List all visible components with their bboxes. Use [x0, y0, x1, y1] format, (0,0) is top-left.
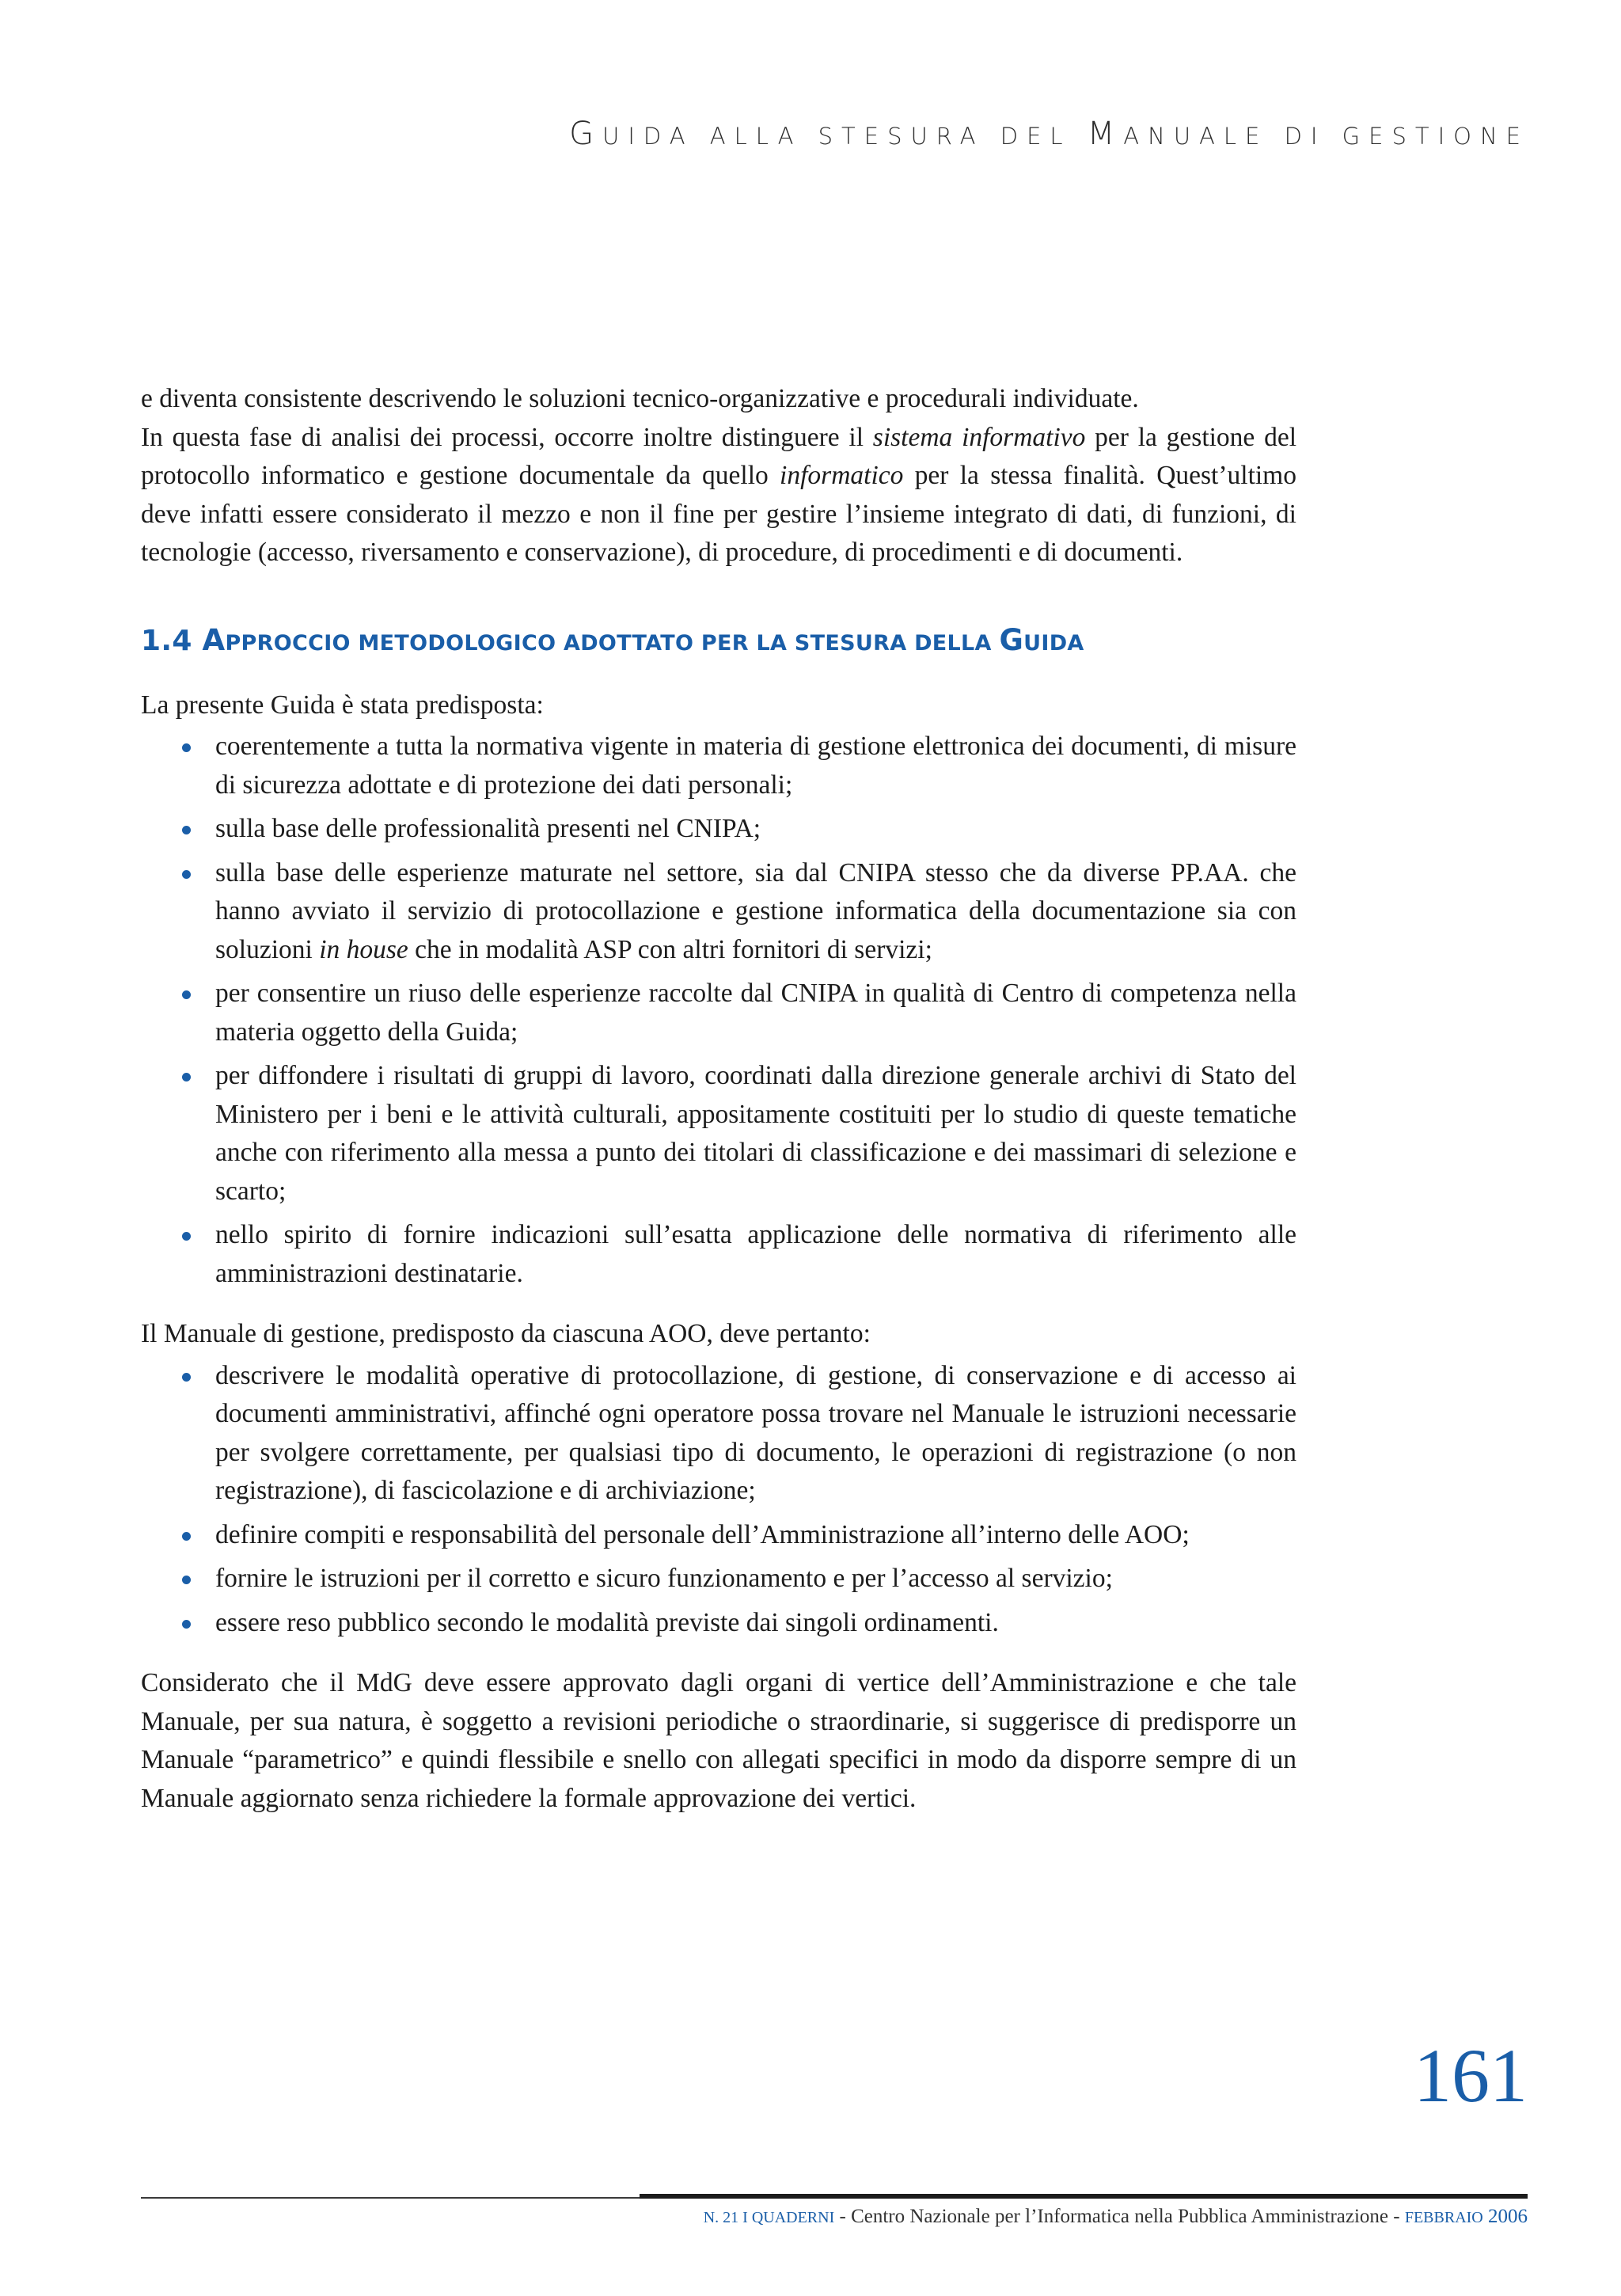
- section-heading: 1.4 APPROCCIO METODOLOGICO ADOTTATO PER LA STESURA DELLA GUIDA: [141, 622, 1084, 657]
- list-item: fornire le istruzioni per il corretto e sicuro funzionamento e per l’accesso al servizio;: [141, 1560, 1296, 1598]
- bullet-icon: [182, 990, 191, 999]
- bullet-icon: [182, 1532, 191, 1541]
- bullet-icon: [182, 1232, 191, 1241]
- manual-intro: Il Manuale di gestione, predisposto da ciascuna AOO, deve pertanto:: [141, 1319, 871, 1348]
- bullet-icon: [182, 1373, 191, 1382]
- footer-divider: [141, 2197, 640, 2199]
- footer-year: 2006: [1482, 2206, 1528, 2227]
- list-item: essere reso pubblico secondo le modalità previste dai singoli ordinamenti.: [141, 1604, 1296, 1643]
- analysis-paragraph: In questa fase di analisi dei processi, occorre inoltre distinguere il sistema informativo per la gestione del protocollo informatico e gestione documentale da quello informatico per la stessa finalità. Quest’ultimo deve infatti essere considerato il mezzo e non il fine per gestire l’insieme integrato di dati, di funzioni, di tecnologie (accesso, riversamento e conservazione), di procedure, di procedimenti e di documenti.: [141, 422, 1296, 567]
- emphasis-informatico: informatico: [780, 461, 904, 490]
- bullet-icon: [182, 1073, 191, 1081]
- footer-publisher: - Centro Nazionale per l’Informatica nella Pubblica Amministrazione -: [834, 2206, 1405, 2227]
- list-item: sulla base delle professionalità presenti nel CNIPA;: [141, 810, 1296, 849]
- intro-paragraph: e diventa consistente descrivendo le soluzioni tecnico-organizzative e procedurali individuate.: [141, 384, 1139, 413]
- list-item: sulla base delle esperienze maturate nel settore, sia dal CNIPA stesso che da diverse PP.AA. che hanno avviato il servizio di protocollazione e gestione informatica della documentazione sia con soluzioni in house che in modalità ASP con altri fornitori di servizi;: [141, 854, 1296, 970]
- footer-series: QUADERNI: [751, 2209, 835, 2226]
- footer-divider-bold: [640, 2194, 1528, 2199]
- list-item: per diffondere i risultati di gruppi di lavoro, coordinati dalla direzione generale archivi di Stato del Ministero per i beni e le attività culturali, appositamente costituiti per lo studio di queste tematiche anche con riferimento alla messa a punto dei titolari di classificazione e dei massimari di selezione e scarto;: [141, 1057, 1296, 1211]
- list-item: descrivere le modalità operative di protocollazione, di gestione, di conservazione e di accesso ai documenti amministrativi, affinché ogni operatore possa trovare nel Manuale le istruzioni necessarie per svolgere correttamente, per qualsiasi tipo di documento, le operazioni di registrazione (o non registrazione), di fascicolazione e di archiviazione;: [141, 1357, 1296, 1511]
- bullet-icon: [182, 1576, 191, 1584]
- page-number: 161: [1414, 2033, 1528, 2118]
- running-header: [569, 116, 1529, 152]
- page-footer: N. 21 I QUADERNI - Centro Nazionale per l’Informatica nella Pubblica Amministrazione - FEBBRAIO 2006: [703, 2206, 1528, 2227]
- list-item: per consentire un riuso delle esperienze raccolte dal CNIPA in qualità di Centro di competenza nella materia oggetto della Guida;: [141, 975, 1296, 1051]
- running-header-part-1: UIDA ALLA STESURA DEL: [602, 123, 1088, 150]
- footer-issue: N. 21: [703, 2209, 739, 2226]
- emphasis-in-house: in house: [319, 934, 408, 964]
- page-body: [141, 380, 1296, 1818]
- footer-month: FEBBRAIO: [1404, 2209, 1483, 2226]
- bullet-icon: [182, 1620, 191, 1629]
- running-header-part-2: ANUALE DI GESTIONE: [1123, 123, 1529, 150]
- closing-paragraph: Considerato che il MdG deve essere approvato dagli organi di vertice dell’Amministrazione e che tale Manuale, per sua natura, è soggetto a revisioni periodiche o straordinarie, si suggerisce di predisporre un Manuale “parametrico” e quindi flessibile e snello con allegati specifici in modo da disporre sempre di un Manuale aggiornato senza richiedere la formale approvazione dei vertici.: [141, 1668, 1296, 1813]
- bullet-icon: [182, 826, 191, 834]
- emphasis-sistema-informativo: sistema informativo: [872, 422, 1086, 452]
- list-item: nello spirito di fornire indicazioni sull’esatta applicazione delle normativa di riferimento alle amministrazioni destinatarie.: [141, 1216, 1296, 1293]
- bullet-icon: [182, 870, 191, 879]
- guide-bullet-list: [141, 728, 1296, 1293]
- bullet-icon: [182, 743, 191, 752]
- manual-bullet-list: [141, 1357, 1296, 1643]
- list-item: definire compiti e responsabilità del personale dell’Amministrazione all’interno delle AOO;: [141, 1516, 1296, 1555]
- guide-intro: La presente Guida è stata predisposta:: [141, 690, 544, 720]
- list-item: coerentemente a tutta la normativa vigente in materia di gestione elettronica dei documenti, di misure di sicurezza adottate e di protezione dei dati personali;: [141, 728, 1296, 804]
- running-header-initial-1: G: [569, 116, 603, 152]
- section-number: 1.4: [141, 624, 203, 657]
- running-header-initial-2: M: [1087, 116, 1124, 152]
